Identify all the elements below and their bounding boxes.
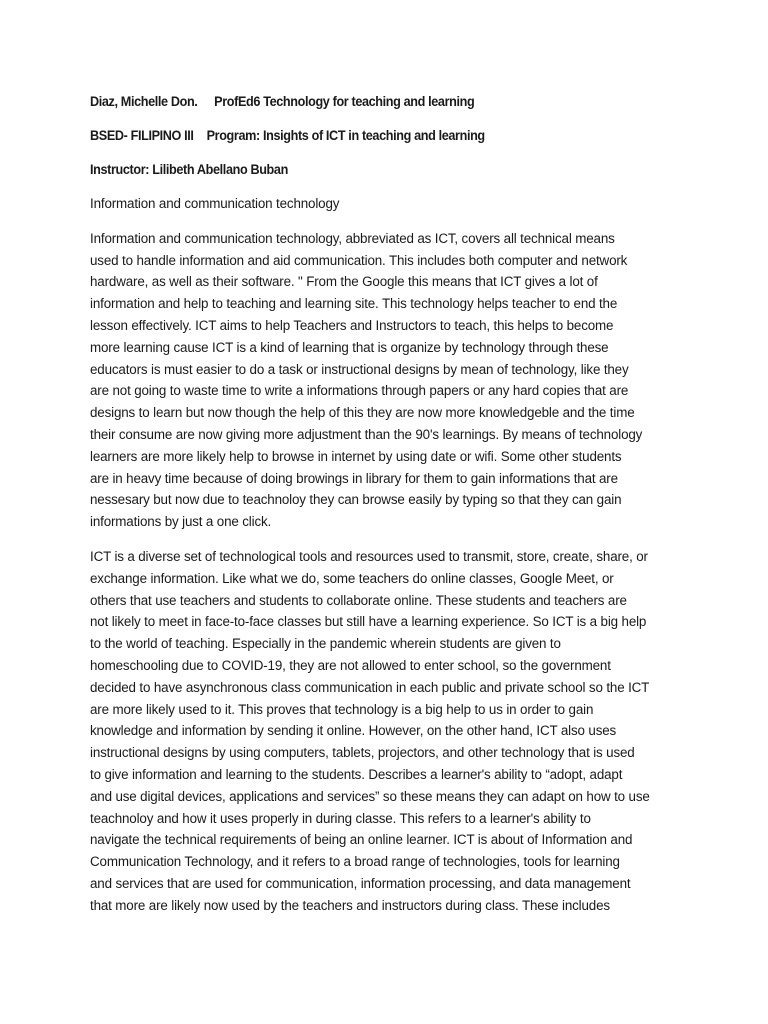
paragraph-line: homeschooling due to COVID-19, they are not allowed to enter school, so the government xyxy=(90,657,611,673)
paragraph-line: lesson effectively. ICT aims to help Teachers and Instructors to teach, this helps to become xyxy=(90,317,614,333)
paragraph-line: information and help to teaching and learning site. This technology helps teacher to end the xyxy=(90,296,618,312)
paragraph-line: to the world of teaching. Especially in the pandemic wherein students are given to xyxy=(90,636,561,652)
document-page xyxy=(90,88,690,930)
header-line-3 xyxy=(90,156,648,190)
course-title: ProfEd6 Technology for teaching and learning xyxy=(214,94,475,109)
student-section: BSED- FILIPINO III xyxy=(90,128,194,143)
paragraph-line: are not going to waste time to write a informations through papers or any hard copies that are xyxy=(90,383,629,399)
program-title: Program: Insights of ICT in teaching and learning xyxy=(206,128,485,143)
paragraph-line: Information and communication technology, abbreviated as ICT, covers all technical means xyxy=(90,230,615,246)
body-text xyxy=(90,228,690,917)
paragraph-line: knowledge and information by sending it online. However, on the other hand, ICT also uses xyxy=(90,723,617,739)
paragraph-line: learners are more likely help to browse in internet by using date or wifi. Some other students xyxy=(90,448,622,464)
paragraph-line: exchange information. Like what we do, some teachers do online classes, Google Meet, or xyxy=(90,570,614,586)
paragraph-1 xyxy=(90,228,690,533)
student-name: Diaz, Michelle Don. xyxy=(90,94,198,109)
paragraph-line: and services that are used for communication, information processing, and data management xyxy=(90,875,631,891)
paragraph-line: their consume are now giving more adjustment than the 90's learnings. By means of technology xyxy=(90,426,643,442)
paragraph-line: navigate the technical requirements of being an online learner. ICT is about of Information and xyxy=(90,832,633,848)
section-title: Information and communication technology xyxy=(90,196,340,211)
paragraph-line: Communication Technology, and it refers to a broad range of technologies, tools for learning xyxy=(90,854,620,870)
paragraph-line: decided to have asynchronous class communication in each public and private school so the ICT xyxy=(90,679,650,695)
paragraph-line: not likely to meet in face-to-face classes but still have a learning experience. So ICT is a big help xyxy=(90,614,647,630)
paragraph-2 xyxy=(90,546,690,917)
paragraph-line: more learning cause ICT is a kind of learning that is organize by technology through these xyxy=(90,339,609,355)
header-line-1 xyxy=(90,88,648,122)
paragraph-line: are more likely used to it. This proves that technology is a big help to us in order to gain xyxy=(90,701,594,717)
paragraph-line: and use digital devices, applications and services” so these means they can adapt on how to use xyxy=(90,788,650,804)
paragraph-line: used to handle information and aid communication. This includes both computer and network xyxy=(90,252,628,268)
paragraph-line: hardware, as well as their software. " From the Google this means that ICT gives a lot of xyxy=(90,274,598,290)
paragraph-line: others that use teachers and students to collaborate online. These students and teachers are xyxy=(90,592,627,608)
paragraph-line: designs to learn but now though the help of this they are now more knowledgeble and the time xyxy=(90,405,635,421)
paragraph-line: informations by just a one click. xyxy=(90,514,272,530)
paragraph-line: instructional designs by using computers, tablets, projectors, and other technology that is used xyxy=(90,745,635,761)
paragraph-line: to give information and learning to the students. Describes a learner's ability to “adopt, adapt xyxy=(90,766,623,782)
paragraph-line: educators is must easier to do a task or instructional designs by mean of technology, like they xyxy=(90,361,629,377)
paragraph-line: nessesary but now due to teachnoloy they can browse easily by typing so that they can gain xyxy=(90,492,622,508)
instructor-name: Instructor: Lilibeth Abellano Buban xyxy=(90,162,288,177)
header-line-2 xyxy=(90,122,648,156)
paragraph-line: are in heavy time because of doing browings in library for them to gain informations that are xyxy=(90,470,618,486)
paragraph-line: teachnoloy and how it uses properly in during classe. This refers to a learner's ability to xyxy=(90,810,591,826)
paragraph-line: that more are likely now used by the teachers and instructors during class. These includes xyxy=(90,897,610,913)
paragraph-line: ICT is a diverse set of technological tools and resources used to transmit, store, create, share, or xyxy=(90,548,648,564)
